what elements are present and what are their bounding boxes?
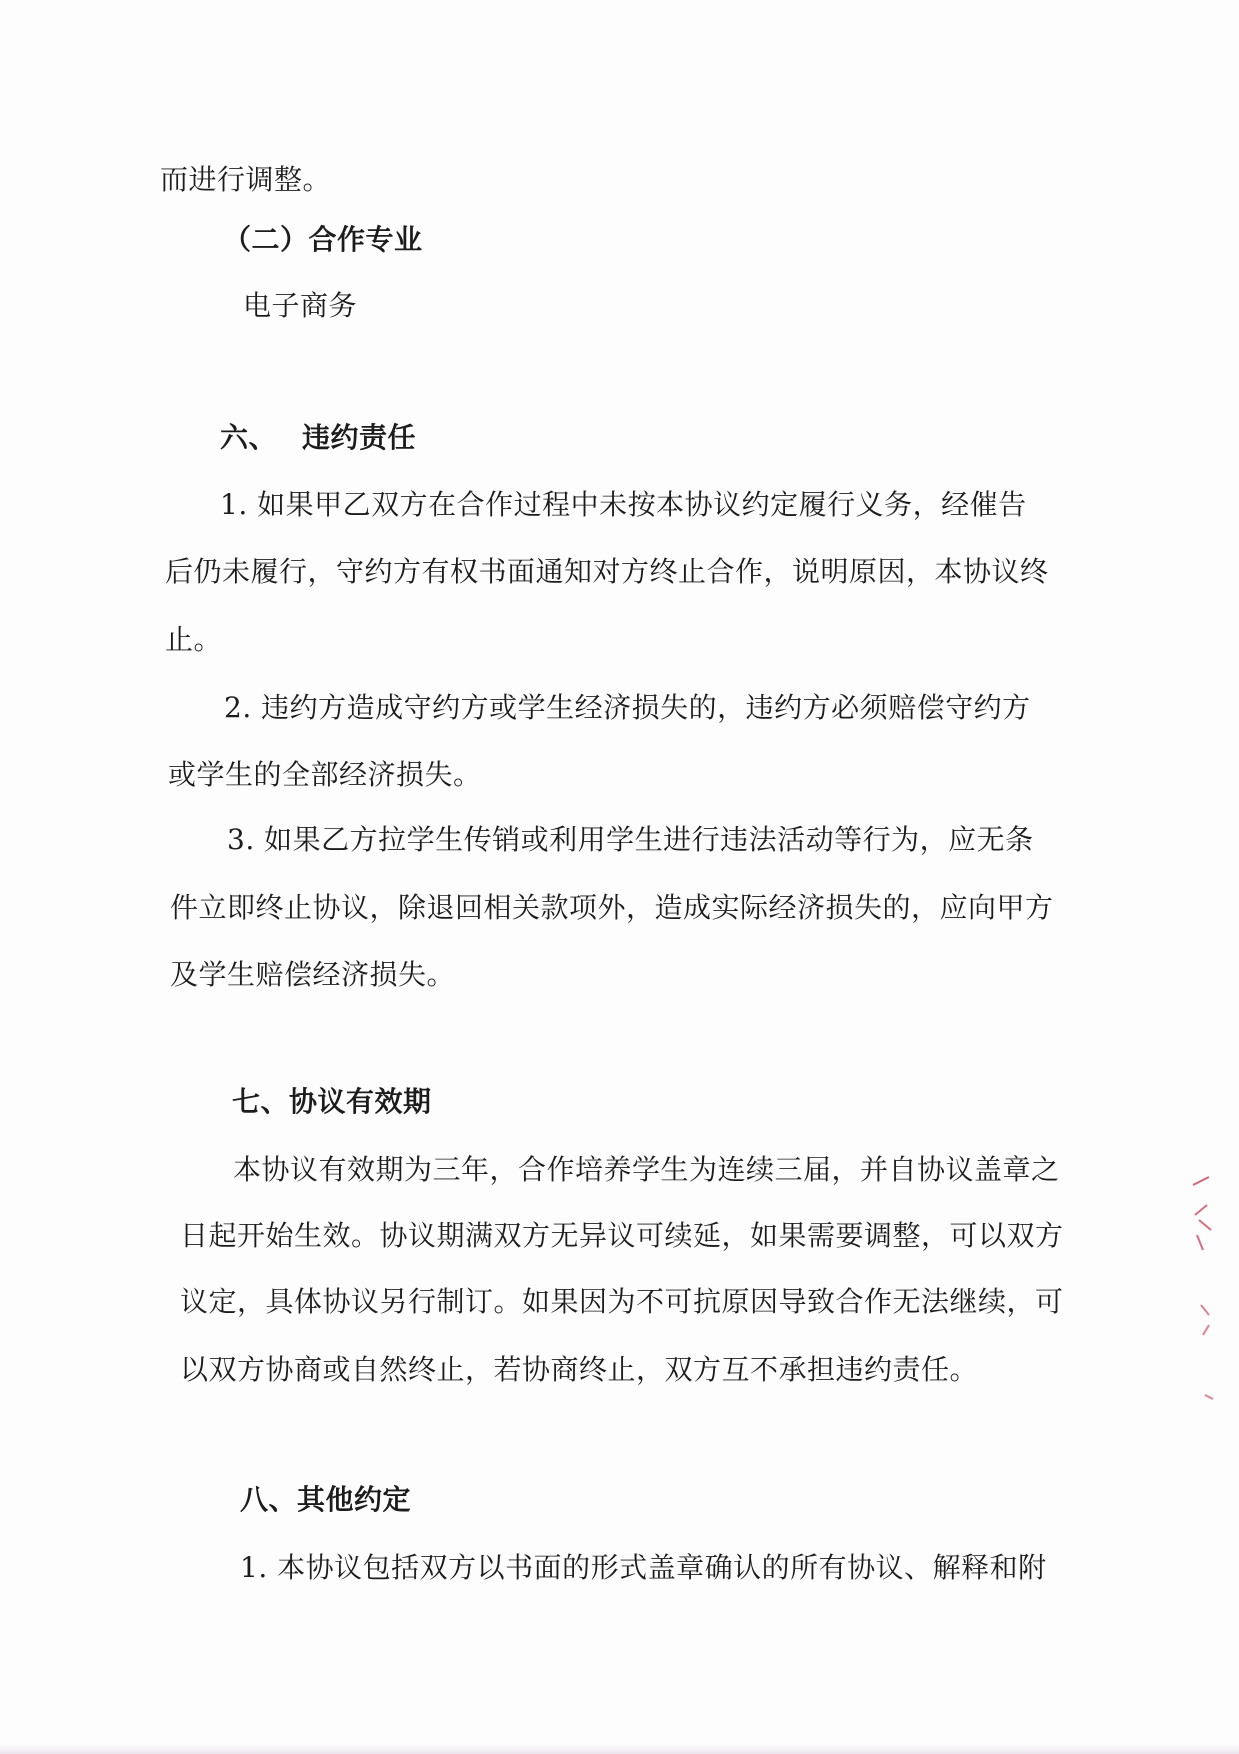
paragraph-line: 本协议有效期为三年，合作培养学生为连续三届，并自协议盖章之 — [233, 1153, 1060, 1186]
paragraph-line: 件立即终止协议，除退回相关款项外，造成实际经济损失的，应向甲方 — [170, 891, 1054, 924]
paragraph-line: 日起开始生效。协议期满双方无异议可续延，如果需要调整，可以双方 — [180, 1219, 1064, 1252]
paragraph-line: 以双方协商或自然终止，若协商终止，双方互不承担违约责任。 — [180, 1353, 979, 1386]
paragraph-line: 议定，具体协议另行制订。如果因为不可抗原因导致合作无法继续，可 — [180, 1285, 1064, 1318]
paragraph-line: 或学生的全部经济损失。 — [168, 758, 482, 791]
paragraph-line: 2. 违约方造成守约方或学生经济损失的，违约方必须赔偿守约方 — [224, 691, 1031, 724]
section-heading-other-terms: 八、其他约定 — [240, 1483, 412, 1516]
paragraph-line: 及学生赔偿经济损失。 — [170, 958, 456, 991]
paragraph-line: 而进行调整。 — [160, 163, 332, 196]
paragraph-line: 1. 如果甲乙双方在合作过程中未按本协议约定履行义务，经催告 — [220, 488, 1027, 521]
paragraph-line: 3. 如果乙方拉学生传销或利用学生进行违法活动等行为，应无条 — [227, 823, 1034, 856]
paragraph-line: 后仍未履行，守约方有权书面通知对方终止合作，说明原因，本协议终 — [165, 555, 1049, 588]
paragraph-line: 止。 — [165, 623, 223, 656]
seal-stamp-edge — [1189, 1175, 1219, 1415]
scan-edge-shadow — [0, 1744, 1239, 1754]
paragraph-line: 电子商务 — [243, 289, 358, 322]
section-heading-liability: 违约责任 — [302, 421, 417, 454]
paragraph-line: 1. 本协议包括双方以书面的形式盖章确认的所有协议、解释和附 — [240, 1551, 1047, 1584]
section-number-six: 六、 — [220, 421, 278, 454]
section-heading-cooperation-major: （二）合作专业 — [223, 223, 423, 256]
section-heading-validity: 七、协议有效期 — [232, 1085, 432, 1118]
